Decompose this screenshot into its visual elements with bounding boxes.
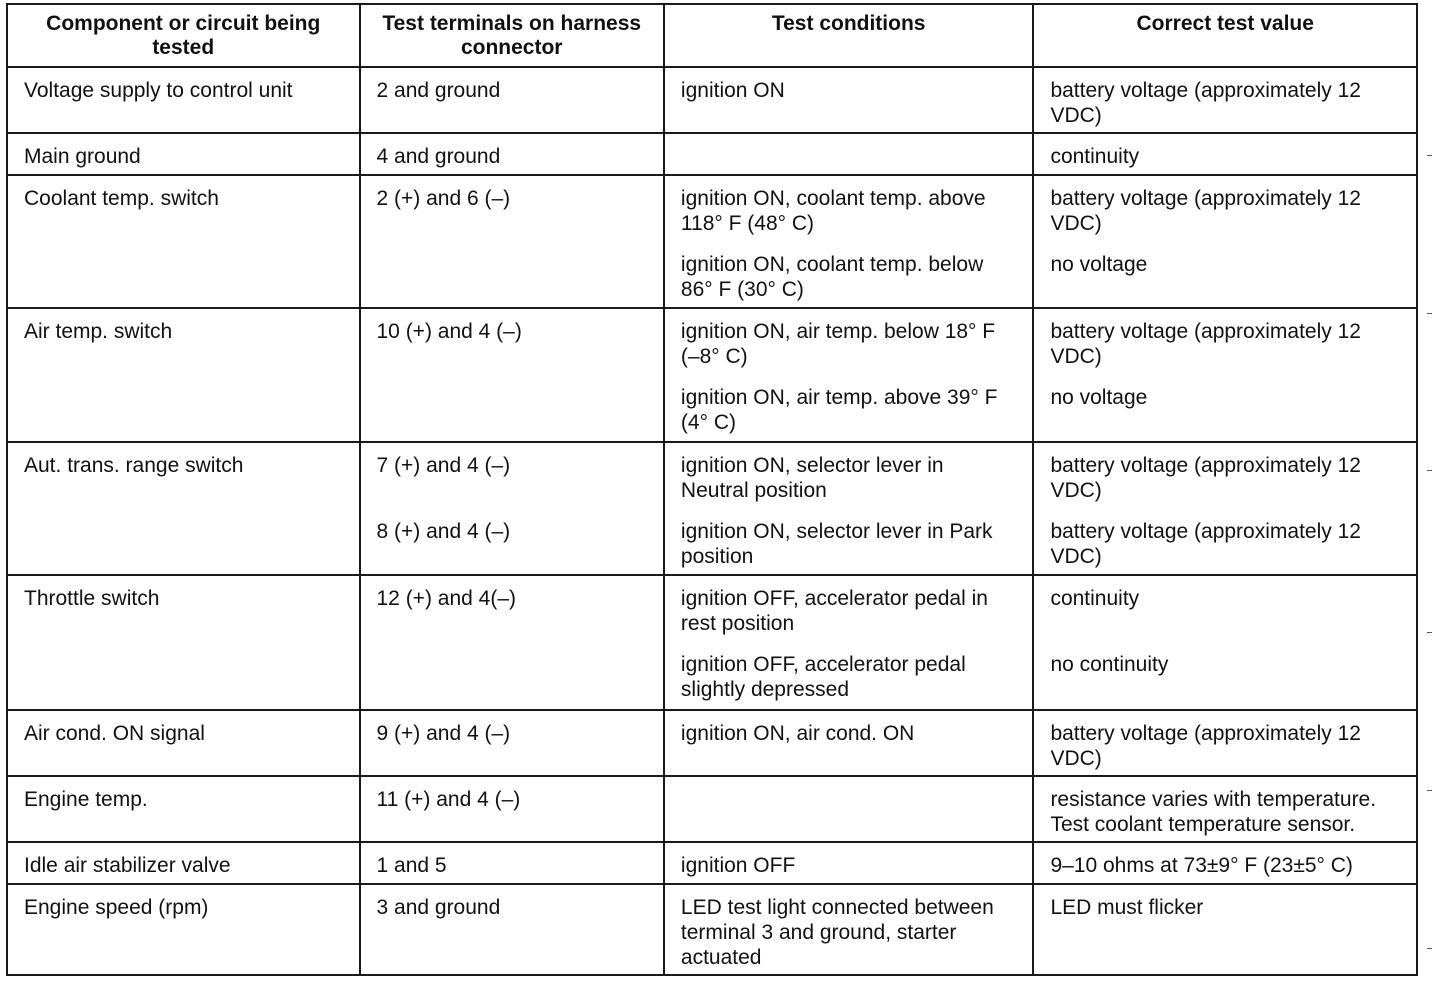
cell-value: LED must flicker	[1033, 884, 1417, 975]
cell-value: battery voltage (approximately 12 VDC) battery voltage (approximately 12 VDC)	[1033, 442, 1417, 575]
header-component: Component or circuit being tested	[7, 4, 360, 67]
cell-terminals: 12 (+) and 4(–)	[360, 575, 664, 710]
header-value: Correct test value	[1033, 4, 1417, 67]
margin-tick	[1427, 790, 1432, 791]
cell-conditions: ignition OFF, accelerator pedal in rest position ignition OFF, accelerator pedal slightly depressed	[664, 575, 1034, 710]
table-header-row	[7, 4, 1417, 67]
margin-tick	[1427, 470, 1432, 471]
cell-terminals: 2 and ground	[360, 67, 664, 133]
cell-terminals: 10 (+) and 4 (–)	[360, 308, 664, 442]
cell-value: 9–10 ohms at 73±9° F (23±5° C)	[1033, 842, 1417, 884]
cell-value: battery voltage (approximately 12 VDC)	[1033, 67, 1417, 133]
cell-terminals: 9 (+) and 4 (–)	[360, 710, 664, 776]
margin-tick	[1427, 313, 1432, 314]
cell-component: Idle air stabilizer valve	[7, 842, 360, 884]
table-row	[7, 776, 1417, 842]
header-terminals: Test terminals on harness connector	[360, 4, 664, 67]
cell-terminals: 3 and ground	[360, 884, 664, 975]
cell-value: continuity no continuity	[1033, 575, 1417, 710]
table-row	[7, 67, 1417, 133]
cell-component: Air temp. switch	[7, 308, 360, 442]
cell-value: battery voltage (approximately 12 VDC)	[1033, 710, 1417, 776]
margin-tick	[1427, 155, 1432, 156]
cell-value: resistance varies with temperature. Test coolant temperature sensor.	[1033, 776, 1417, 842]
cell-value: battery voltage (approximately 12 VDC) no voltage	[1033, 308, 1417, 442]
cell-component: Coolant temp. switch	[7, 175, 360, 308]
cell-value: battery voltage (approximately 12 VDC) no voltage	[1033, 175, 1417, 308]
cell-conditions: ignition ON	[664, 67, 1034, 133]
cell-conditions: LED test light connected between terminal 3 and ground, starter actuated	[664, 884, 1034, 975]
table-row	[7, 575, 1417, 710]
test-values-table	[6, 3, 1418, 976]
cell-component: Engine speed (rpm)	[7, 884, 360, 975]
table-row	[7, 175, 1417, 308]
table-row	[7, 308, 1417, 442]
table-row	[7, 133, 1417, 175]
cell-conditions: ignition ON, air temp. below 18° F (–8° C) ignition ON, air temp. above 39° F (4° C)	[664, 308, 1034, 442]
test-table-container	[6, 3, 1418, 976]
margin-tick	[1427, 948, 1432, 949]
cell-terminals: 4 and ground	[360, 133, 664, 175]
cell-terminals: 7 (+) and 4 (–) 8 (+) and 4 (–)	[360, 442, 664, 575]
table-row	[7, 842, 1417, 884]
cell-component: Voltage supply to control unit	[7, 67, 360, 133]
cell-conditions	[664, 776, 1034, 842]
cell-terminals: 1 and 5	[360, 842, 664, 884]
cell-component: Engine temp.	[7, 776, 360, 842]
cell-terminals: 11 (+) and 4 (–)	[360, 776, 664, 842]
table-row	[7, 442, 1417, 575]
table-row	[7, 884, 1417, 975]
cell-conditions: ignition ON, air cond. ON	[664, 710, 1034, 776]
cell-terminals: 2 (+) and 6 (–)	[360, 175, 664, 308]
cell-conditions: ignition OFF	[664, 842, 1034, 884]
cell-component: Air cond. ON signal	[7, 710, 360, 776]
margin-tick	[1427, 632, 1432, 633]
header-conditions: Test conditions	[664, 4, 1034, 67]
cell-component: Main ground	[7, 133, 360, 175]
cell-component: Throttle switch	[7, 575, 360, 710]
cell-conditions: ignition ON, coolant temp. above 118° F (48° C) ignition ON, coolant temp. below 86° F (30° C)	[664, 175, 1034, 308]
cell-conditions	[664, 133, 1034, 175]
cell-component: Aut. trans. range switch	[7, 442, 360, 575]
table-row	[7, 710, 1417, 776]
cell-value: continuity	[1033, 133, 1417, 175]
cell-conditions: ignition ON, selector lever in Neutral position ignition ON, selector lever in Park position	[664, 442, 1034, 575]
